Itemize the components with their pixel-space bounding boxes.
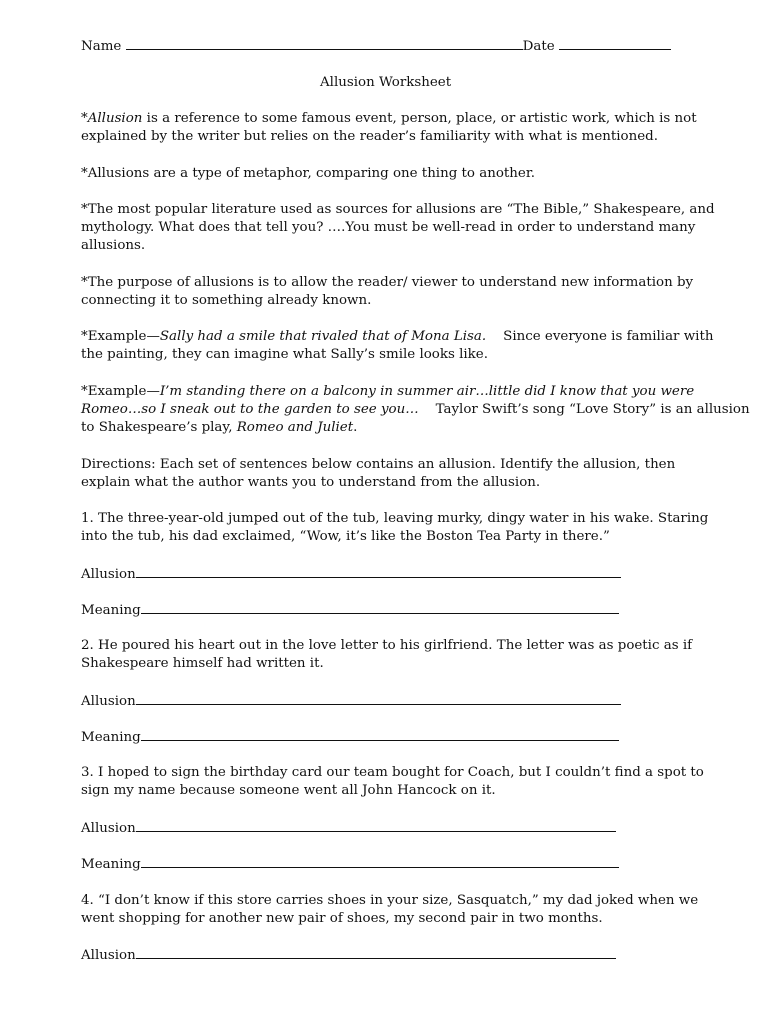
question-4-line-1: 4. “I don’t know if this store carries shoes in your size, Sasquatch,” my dad joked when we [81, 893, 699, 908]
purpose-line-1: *The purpose of allusions is to allow the reader/ viewer to understand new information by [81, 275, 694, 290]
sources-line-1: *The most popular literature used as sources for allusions are “The Bible,” Shakespeare, and [81, 202, 715, 217]
header-row [81, 37, 671, 56]
question-3-line-1: 3. I hoped to sign the birthday card our team bought for Coach, but I couldn’t find a spot to [81, 765, 704, 780]
purpose-line-2: connecting it to something already known. [81, 293, 372, 308]
question-1-meaning-row [81, 601, 619, 620]
example2-line-1: *Example—I’m standing there on a balcony in summer air…little did I know that you were [81, 384, 695, 399]
example1-line-2: the painting, they can imagine what Sally’s smile looks like. [81, 347, 488, 362]
metaphor-note: *Allusions are a type of metaphor, comparing one thing to another. [81, 166, 536, 181]
question-3-allusion-blank[interactable] [136, 819, 616, 832]
question-3-line-2: sign my name because someone went all John Hancock on it. [81, 783, 496, 798]
example2-line-3: to Shakespeare’s play, Romeo and Juliet. [81, 420, 358, 435]
sources-line-3: allusions. [81, 238, 146, 253]
date-blank[interactable] [559, 37, 671, 50]
definition-term: Allusion [87, 111, 143, 126]
directions-line-2: explain what the author wants you to understand from the allusion. [81, 475, 541, 490]
question-2-meaning-blank[interactable] [141, 728, 619, 741]
date-label: Date [522, 39, 555, 54]
question-1-allusion-blank[interactable] [136, 565, 621, 578]
allusion-label: Allusion [81, 821, 136, 836]
question-3-meaning-blank[interactable] [141, 855, 619, 868]
example1-label: *Example— [81, 329, 160, 344]
allusion-label: Allusion [81, 948, 136, 963]
question-1-line-1: 1. The three-year-old jumped out of the tub, leaving murky, dingy water in his wake. Staring [81, 511, 709, 526]
question-4-line-2: went shopping for another new pair of shoes, my second pair in two months. [81, 911, 603, 926]
example1-line-1: *Example—Sally had a smile that rivaled that of Mona Lisa. Since everyone is familiar with [81, 329, 714, 344]
definition-line-2: explained by the writer but relies on the reader’s familiarity with what is mentioned. [81, 129, 658, 144]
meaning-label: Meaning [81, 857, 141, 872]
question-3-meaning-row [81, 855, 619, 874]
example2-label: *Example— [81, 384, 160, 399]
question-4-allusion-blank[interactable] [136, 946, 616, 959]
directions-line-1: Directions: Each set of sentences below contains an allusion. Identify the allusion, then [81, 457, 676, 472]
allusion-label: Allusion [81, 694, 136, 709]
meaning-label: Meaning [81, 730, 141, 745]
question-1-line-2: into the tub, his dad exclaimed, “Wow, it’s like the Boston Tea Party in there.” [81, 529, 610, 544]
question-4-allusion-row [81, 946, 616, 965]
meaning-label: Meaning [81, 603, 141, 618]
worksheet-title: Allusion Worksheet [320, 75, 452, 90]
allusion-label: Allusion [81, 567, 136, 582]
name-blank[interactable] [126, 37, 523, 50]
definition-line-1: *Allusion is a reference to some famous event, person, place, or artistic work, which is not [81, 111, 697, 126]
example2-line-2: Romeo…so I sneak out to the garden to see you… Taylor Swift’s song “Love Story” is an allusion [81, 402, 750, 417]
question-2-allusion-row [81, 692, 621, 711]
name-label: Name [81, 39, 122, 54]
question-2-allusion-blank[interactable] [136, 692, 621, 705]
sources-line-2: mythology. What does that tell you? ….You must be well-read in order to understand many [81, 220, 696, 235]
play-title: Romeo and Juliet [236, 420, 354, 435]
question-2-meaning-row [81, 728, 619, 747]
question-1-meaning-blank[interactable] [141, 601, 619, 614]
question-2-line-1: 2. He poured his heart out in the love letter to his girlfriend. The letter was as poetic as if [81, 638, 693, 653]
question-3-allusion-row [81, 819, 616, 838]
example1-quote: Sally had a smile that rivaled that of Mona Lisa. [159, 329, 487, 344]
question-1-allusion-row [81, 565, 621, 584]
question-2-line-2: Shakespeare himself had written it. [81, 656, 324, 671]
